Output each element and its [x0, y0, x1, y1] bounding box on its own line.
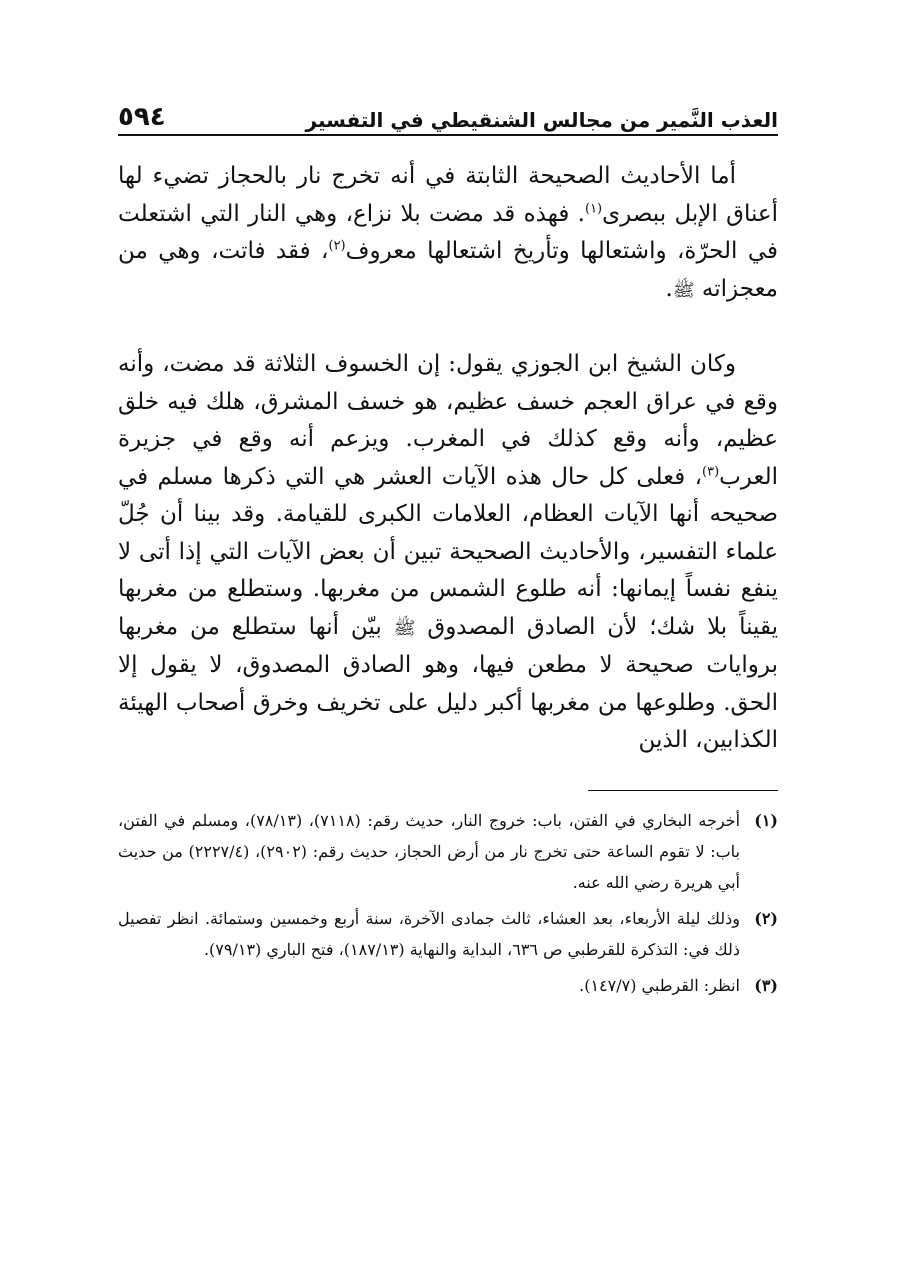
book-page	[118, 92, 778, 1006]
footnote-number: (٣)	[754, 975, 778, 995]
footnote-2	[118, 903, 778, 965]
footnote-number: (٢)	[754, 908, 778, 928]
footnote-number: (١)	[754, 810, 778, 830]
paragraph-1	[118, 158, 778, 309]
footnote-ref-1: (١)	[584, 200, 603, 216]
paragraph-2-part-c: بيّن أنها ستطلع من مغربها بروايات صحيحة لا مطعن فيها، وهو الصادق المصدوق، لا يقول إلا الحق. وطلوعها من مغربها أكبر دليل على تخريف وخرق أصحاب الهيئة الكذابين، الذين	[118, 613, 778, 753]
footnote-text: أخرجه البخاري في الفتن، باب: خروج النار، حديث رقم: (٧١١٨)، (٧٨/١٣)، ومسلم في الفتن، باب: لا تقوم الساعة حتى تخرج نار من أرض الحجاز، حديث رقم: (٢٩٠٢)، (٢٢٢٧/٤) من حديث أبي هريرة رضي الله عنه.	[118, 810, 741, 892]
paragraph-2-part-a: وكان الشيخ ابن الجوزي يقول: إن الخسوف الثلاثة قد مضت، وأنه وقع في عراق العجم خسف عظيم، هو خسف المشرق، هلك فيه خلق عظيم، وأنه وقع كذلك في المغرب. ويزعم أنه وقع في جزيرة العرب	[118, 351, 778, 490]
page-number: ٥٩٤	[118, 102, 166, 132]
paragraph-2	[118, 346, 778, 760]
salutation-glyph: ﷺ	[393, 617, 416, 639]
footnote-ref-3: (٣)	[702, 463, 720, 479]
footnote-separator	[118, 790, 778, 791]
paragraph-1-part-d: .	[665, 275, 673, 302]
paragraph-1-part-a: أما الأحاديث الصحيحة الثابتة في أنه تخرج نار بالحجاز تضيء لها أعناق الإبل ببصرى	[118, 163, 779, 227]
footnote-ref-2: (٢)	[328, 238, 346, 254]
footnotes	[118, 805, 778, 1001]
salutation-glyph: ﷺ	[672, 279, 695, 301]
footnote-text: انظر: القرطبي (١٤٧/٧).	[579, 975, 740, 995]
paragraph-1-part-c: ، فقد فاتت، وهي من معجزاته	[118, 238, 778, 302]
paragraph-1-part-b: . فهذه قد مضت بلا نزاع، وهي النار التي اشتعلت في الحرّة، واشتعالها وتأريخ اشتعالها معروف	[118, 200, 779, 264]
running-header	[118, 92, 778, 136]
footnote-3	[118, 970, 778, 1001]
footnote-rule	[588, 790, 778, 791]
header-title: العذب النَّمير من مجالس الشنقيطي في التفسير	[305, 108, 778, 132]
footnote-1	[118, 805, 778, 898]
footnote-text: وذلك ليلة الأربعاء، بعد العشاء، ثالث جمادى الآخرة، سنة أربع وخمسين وستمائة. انظر تفصيل ذلك في: التذكرة للقرطبي ص ٦٣٦، البداية والنهاية (١٨٧/١٣)، فتح الباري (٧٩/١٣).	[118, 908, 740, 959]
main-text	[118, 158, 778, 760]
paragraph-2-part-b: ، فعلى كل حال هذه الآيات العشر هي التي ذكرها مسلم في صحيحه أنها الآيات العظام، العلامات الكبرى للقيامة. وقد بينا أن جُلّ علماء التفسير، والأحاديث الصحيحة تبين أن بعض الآيات التي إذا أتى لا ينفع نفساً إيمانها: أنه طلوع الشمس من مغربها. وستطلع من مغربها يقيناً بلا شك؛ لأن الصادق المصدوق	[118, 463, 779, 640]
